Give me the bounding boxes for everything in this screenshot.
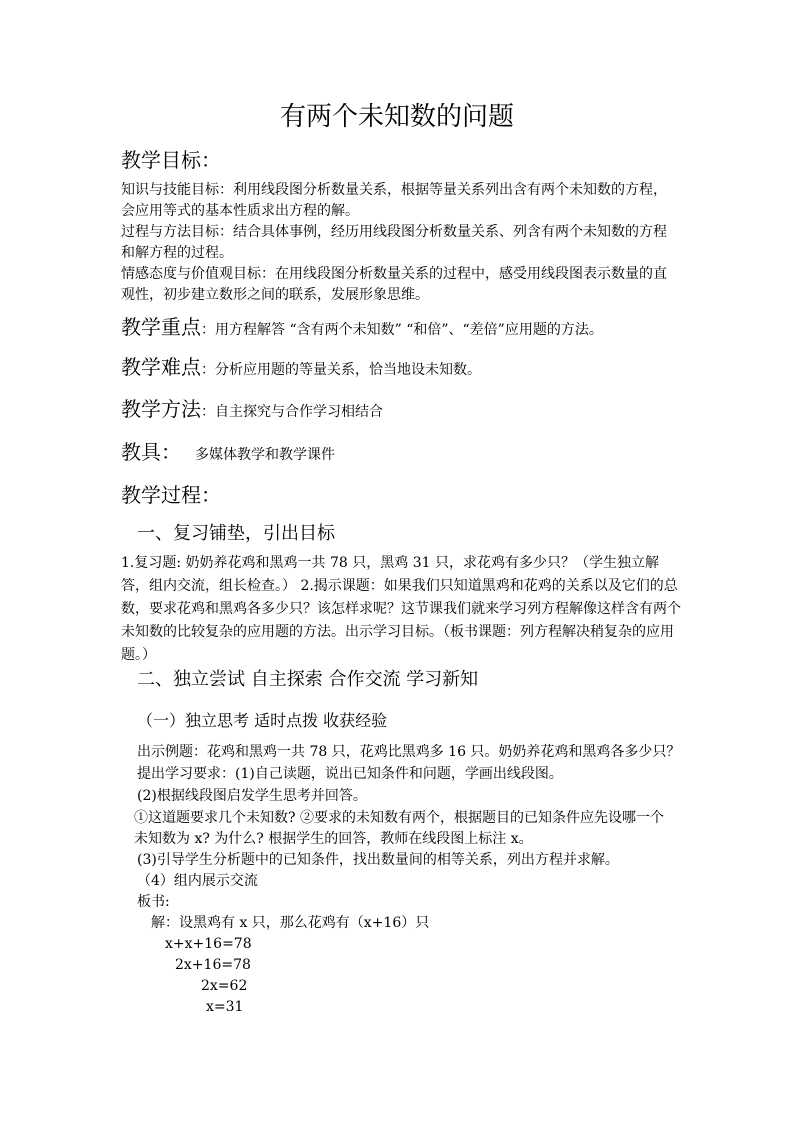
- section1-line-4: 未知数的比较复杂的应用题的方法。出示学习目标。（板书课题：列方程解决稍复杂的应用: [121, 624, 674, 640]
- section2-heading: 二、独立尝试 自主探索 合作交流 学习新知: [137, 669, 479, 690]
- method-point: [121, 396, 383, 425]
- equation-1: x+x+16=78: [165, 936, 252, 952]
- section2-subheading: （一）独立思考 适时点拨 收获经验: [137, 711, 388, 730]
- method-heading: 教学方法: [121, 397, 201, 421]
- key-text: ：用方程解答 “含有两个未知数” “和倍”、“差倍”应用题的方法。: [201, 322, 603, 338]
- board-label: 板书:: [137, 894, 170, 910]
- section1-heading: 一、复习铺垫，引出目标: [137, 523, 335, 544]
- tools-point: [121, 439, 335, 468]
- section1-line-1: 1.复习题: 奶奶养花鸡和黑鸡一共 78 只，黑鸡 31 只，求花鸡有多少只？（学生独立解: [121, 555, 659, 571]
- section2-line-2: 提出学习要求：(1)自己读题，说出已知条件和问题，学画出线段图。: [137, 766, 563, 782]
- key-point: [121, 314, 603, 343]
- difficulty-point: [121, 354, 481, 383]
- process-heading: 教学过程：: [121, 483, 221, 507]
- goals-heading: 教学目标：: [121, 148, 221, 172]
- section2-line-5: 未知数为 x? 为什么? 根据学生的回答，教师在线段图上标注 x。: [134, 831, 533, 847]
- difficulty-heading: 教学难点: [121, 355, 201, 379]
- document-title: 有两个未知数的问题: [279, 102, 514, 132]
- section2-line-7: （4）组内展示交流: [137, 873, 258, 889]
- equation-2: 2x+16=78: [175, 957, 251, 973]
- section1-line-5: 题。）: [121, 647, 156, 663]
- section2-line-3: (2)根据线段图启发学生思考并回答。: [137, 788, 367, 804]
- goals-line-1: 知识与技能目标：利用线段图分析数量关系，根据等量关系列出含有两个未知数的方程，: [121, 182, 667, 198]
- tools-text: 多媒体教学和教学课件: [195, 447, 335, 463]
- goals-line-6: 观性，初步建立数形之间的联系，发展形象思维。: [121, 287, 429, 303]
- section1-line-3: 数，要求花鸡和黑鸡各多少只？该怎样求呢？这节课我们就来学习列方程解像这样含有两个: [121, 601, 681, 617]
- section2-line-1: 出示例题：花鸡和黑鸡一共 78 只，花鸡比黑鸡多 16 只。奶奶养花鸡和黑鸡各多少只？: [137, 744, 681, 760]
- section1-line-2: 答，组内交流，组长检查。） 2.揭示课题：如果我们只知道黑鸡和花鸡的关系以及它们的总: [121, 578, 678, 594]
- method-text: ：自主探究与合作学习相结合: [201, 404, 383, 420]
- key-heading: 教学重点: [121, 315, 201, 339]
- difficulty-text: ：分析应用题的等量关系，恰当地设未知数。: [201, 362, 481, 378]
- goals-line-2: 会应用等式的基本性质求出方程的解。: [121, 203, 359, 219]
- goals-line-3: 过程与方法目标：结合具体事例，经历用线段图分析数量关系、列含有两个未知数的方程: [121, 224, 667, 240]
- section2-line-6: (3)引导学生分析题中的已知条件，找出数量间的相等关系，列出方程并求解。: [137, 852, 619, 868]
- section2-line-4: ①这道题要求几个未知数? ②要求的未知数有两个，根据题目的已知条件应先设哪一个: [134, 810, 664, 826]
- equation-3: 2x=62: [201, 978, 248, 994]
- tools-heading: 教具：: [121, 440, 181, 464]
- solution-let: 解：设黑鸡有 x 只，那么花鸡有（x+16）只: [151, 915, 430, 931]
- equation-4: x=31: [206, 999, 244, 1015]
- goals-line-4: 和解方程的过程。: [121, 245, 233, 261]
- goals-line-5: 情感态度与价值观目标：在用线段图分析数量关系的过程中，感受用线段图表示数量的直: [121, 266, 667, 282]
